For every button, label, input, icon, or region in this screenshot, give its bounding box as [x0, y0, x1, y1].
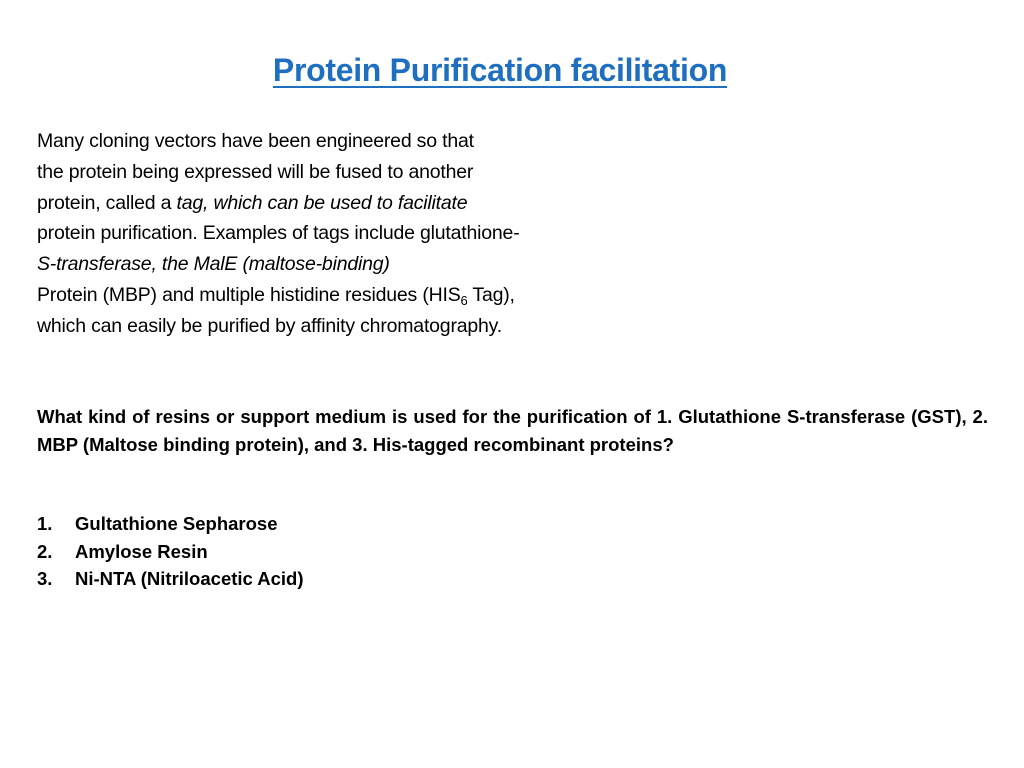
answer-list: [37, 510, 304, 593]
slide-title: Protein Purification facilitation: [272, 52, 728, 88]
intro-line-3-italic: tag, which can be used to facilitate: [176, 191, 468, 214]
intro-line-6-text: Protein (MBP) and multiple histidine residues (HIS: [37, 283, 461, 306]
intro-line-3: [37, 188, 677, 219]
answer-item: [37, 538, 304, 566]
question-text: What kind of resins or support medium is used for the purification of 1. Glutathione S-transferase (GST), 2. MBP (Maltose binding protein), and 3. His-tagged recombinant proteins?: [37, 406, 988, 455]
intro-line-5-italic: S-transferase, the MalE (maltose-binding): [37, 253, 390, 276]
answer-item: [37, 510, 304, 538]
intro-line-5: [37, 249, 677, 280]
intro-paragraph: [37, 126, 677, 342]
answer-number: 2.: [37, 540, 53, 562]
answer-text: Amylose Resin: [75, 540, 208, 562]
intro-line-6: [37, 280, 677, 311]
answer-text: Ni-NTA (Nitriloacetic Acid): [75, 568, 304, 589]
answer-item: [37, 565, 304, 593]
intro-line-4: protein purification. Examples of tags include glutathione-: [37, 222, 520, 245]
answer-number: 1.: [37, 513, 53, 534]
his-subscript: 6: [460, 292, 468, 308]
intro-line-2: the protein being expressed will be fused to another: [37, 160, 474, 183]
answer-text: Gultathione Sepharose: [75, 513, 278, 534]
intro-line-3-text: protein, called a: [37, 191, 177, 214]
intro-line-6-tail: Tag),: [467, 283, 515, 306]
intro-line-1: Many cloning vectors have been engineered so that: [37, 130, 474, 152]
intro-line-7: which can easily be purified by affinity chromatography.: [37, 314, 502, 337]
answer-number: 3.: [37, 568, 53, 589]
